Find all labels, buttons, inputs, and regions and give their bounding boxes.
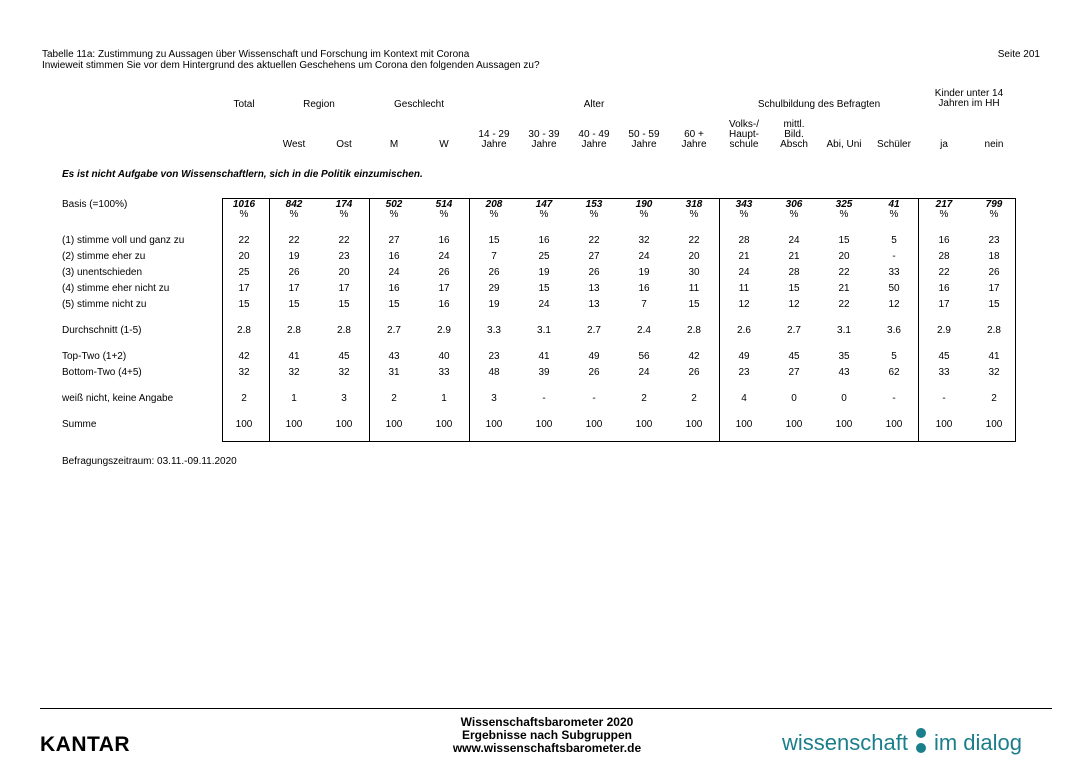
table-cell: 2.8 bbox=[987, 325, 1001, 336]
group-alter: Alter bbox=[583, 99, 605, 110]
table-cell: 12 bbox=[888, 299, 900, 310]
table-cell: 100 bbox=[685, 419, 703, 430]
table-cell: 24 bbox=[638, 367, 650, 378]
table-cell: 24 bbox=[538, 299, 550, 310]
basis-percent: % bbox=[589, 209, 599, 220]
table-cell: 30 bbox=[688, 267, 700, 278]
basis-percent: % bbox=[489, 209, 499, 220]
table-cell: 11 bbox=[738, 283, 750, 294]
basis-percent: % bbox=[939, 209, 949, 220]
table-cell: 100 bbox=[735, 419, 753, 430]
table-cell: 15 bbox=[338, 299, 350, 310]
column-header: 30 - 39 bbox=[528, 129, 560, 140]
table-cell: 3.1 bbox=[537, 325, 551, 336]
table-cell: 24 bbox=[638, 251, 650, 262]
column-header: mittl. bbox=[783, 119, 805, 130]
table-cell: 2 bbox=[691, 393, 697, 404]
table-title-line1: Tabelle 11a: Zustimmung zu Aussagen über Wissenschaft und Forschung im Kontext mit Corona bbox=[42, 49, 470, 60]
table-cell: 15 bbox=[688, 299, 700, 310]
table-cell: 16 bbox=[938, 235, 950, 246]
table-cell: 17 bbox=[288, 283, 300, 294]
basis-percent: % bbox=[339, 209, 349, 220]
column-header: West bbox=[282, 139, 306, 150]
table-cell: 22 bbox=[688, 235, 700, 246]
table-cell: 32 bbox=[338, 367, 350, 378]
table-cell: 12 bbox=[788, 299, 800, 310]
table-cell: 20 bbox=[238, 251, 250, 262]
table-cell: - bbox=[942, 393, 946, 404]
table-cell: 22 bbox=[338, 235, 350, 246]
table-cell: 15 bbox=[788, 283, 800, 294]
table-cell: 2.4 bbox=[637, 325, 651, 336]
table-cell: 100 bbox=[885, 419, 903, 430]
table-cell: 39 bbox=[538, 367, 550, 378]
table-cell: 27 bbox=[788, 367, 800, 378]
column-header: Bild. bbox=[784, 129, 804, 140]
table-cell: 24 bbox=[788, 235, 800, 246]
row-label: Durchschnitt (1-5) bbox=[62, 325, 142, 336]
basis-label: Basis (=100%) bbox=[62, 199, 128, 210]
table-cell: 3 bbox=[491, 393, 497, 404]
basis-percent: % bbox=[739, 209, 749, 220]
table-cell: 24 bbox=[738, 267, 750, 278]
table-cell: 15 bbox=[238, 299, 250, 310]
table-cell: 2.8 bbox=[337, 325, 351, 336]
survey-period: Befragungszeitraum: 03.11.-09.11.2020 bbox=[62, 456, 237, 467]
table-cell: 23 bbox=[738, 367, 750, 378]
table-cell: 16 bbox=[438, 299, 450, 310]
table-cell: 2.7 bbox=[387, 325, 401, 336]
table-cell: 100 bbox=[535, 419, 553, 430]
table-cell: 2 bbox=[641, 393, 647, 404]
column-header: Absch bbox=[780, 139, 808, 150]
footer-divider bbox=[40, 708, 1052, 709]
table-cell: 2.7 bbox=[587, 325, 601, 336]
table-cell: 17 bbox=[238, 283, 250, 294]
table-cell: - bbox=[592, 393, 596, 404]
table-cell: 2.8 bbox=[287, 325, 301, 336]
table-cell: 26 bbox=[988, 267, 1000, 278]
column-header: nein bbox=[984, 139, 1004, 150]
table-cell: 100 bbox=[835, 419, 853, 430]
row-label: (4) stimme eher nicht zu bbox=[62, 283, 170, 294]
table-cell: - bbox=[542, 393, 546, 404]
column-header: Volks-/ bbox=[728, 119, 759, 130]
column-header: Schüler bbox=[877, 139, 911, 150]
basis-value: 208 bbox=[485, 199, 503, 210]
table-cell: 3 bbox=[341, 393, 347, 404]
table-cell: 2.8 bbox=[687, 325, 701, 336]
table-cell: 2.7 bbox=[787, 325, 801, 336]
footer-center bbox=[392, 716, 702, 755]
table-cell: 24 bbox=[388, 267, 400, 278]
table-cell: 5 bbox=[891, 351, 897, 362]
table-cell: 24 bbox=[438, 251, 450, 262]
column-separator bbox=[918, 198, 919, 442]
table-cell: 45 bbox=[338, 351, 350, 362]
row-label: weiß nicht, keine Angabe bbox=[62, 393, 174, 404]
wissenschaft-im-dialog-logo bbox=[782, 730, 1022, 757]
basis-value: 217 bbox=[935, 199, 953, 210]
column-header: Ost bbox=[336, 139, 352, 150]
column-separator bbox=[469, 198, 470, 442]
table-cell: 13 bbox=[588, 299, 600, 310]
column-separator bbox=[269, 198, 270, 442]
table-cell: 2.9 bbox=[937, 325, 951, 336]
table-title-line2: Inwieweit stimmen Sie vor dem Hintergrund des aktuellen Geschehens um Corona den folgenden Aussagen zu? bbox=[42, 60, 540, 71]
table-cell: 43 bbox=[838, 367, 850, 378]
table-cell: 4 bbox=[741, 393, 747, 404]
basis-percent: % bbox=[789, 209, 799, 220]
table-cell: 42 bbox=[688, 351, 700, 362]
row-label: Bottom-Two (4+5) bbox=[62, 367, 142, 378]
table-cell: 22 bbox=[938, 267, 950, 278]
basis-percent: % bbox=[539, 209, 549, 220]
table-cell: 100 bbox=[385, 419, 403, 430]
group-schulbildung: Schulbildung des Befragten bbox=[757, 99, 881, 110]
basis-percent: % bbox=[289, 209, 299, 220]
basis-value: 502 bbox=[385, 199, 403, 210]
table-cell: 20 bbox=[838, 251, 850, 262]
column-header: Jahre bbox=[531, 139, 557, 150]
column-header: Haupt- bbox=[728, 129, 759, 140]
group-total: Total bbox=[233, 99, 255, 110]
question-text: Es ist nicht Aufgabe von Wissenschaftlern, sich in die Politik einzumischen. bbox=[62, 169, 423, 180]
wid-logo-left: wissenschaft bbox=[782, 730, 908, 755]
table-cell: 33 bbox=[888, 267, 900, 278]
column-separator bbox=[719, 198, 720, 442]
basis-value: 41 bbox=[888, 199, 900, 210]
table-cell: 100 bbox=[335, 419, 353, 430]
table-cell: 19 bbox=[488, 299, 500, 310]
table-cell: 100 bbox=[635, 419, 653, 430]
table-cell: 21 bbox=[788, 251, 800, 262]
table-cell: 25 bbox=[538, 251, 550, 262]
column-header: Jahre bbox=[481, 139, 507, 150]
table-cell: 5 bbox=[891, 235, 897, 246]
column-header: 60 + bbox=[684, 129, 704, 140]
table-cell: 2 bbox=[241, 393, 247, 404]
basis-value: 1016 bbox=[232, 199, 256, 210]
basis-percent: % bbox=[239, 209, 249, 220]
table-cell: 32 bbox=[238, 367, 250, 378]
table-cell: 35 bbox=[838, 351, 850, 362]
row-label: Summe bbox=[62, 419, 97, 430]
table-cell: 17 bbox=[988, 283, 1000, 294]
table-cell: 17 bbox=[938, 299, 950, 310]
table-cell: 42 bbox=[238, 351, 250, 362]
table-cell: 26 bbox=[588, 267, 600, 278]
group-kinder bbox=[924, 89, 1014, 109]
column-header: Jahre bbox=[581, 139, 607, 150]
table-cell: 31 bbox=[388, 367, 400, 378]
basis-value: 799 bbox=[985, 199, 1003, 210]
basis-value: 514 bbox=[435, 199, 453, 210]
basis-percent: % bbox=[889, 209, 899, 220]
table-cell: 41 bbox=[538, 351, 550, 362]
row-label: (1) stimme voll und ganz zu bbox=[62, 235, 185, 246]
table-cell: 100 bbox=[485, 419, 503, 430]
table-cell: 15 bbox=[488, 235, 500, 246]
table-cell: 100 bbox=[235, 419, 253, 430]
table-cell: 20 bbox=[338, 267, 350, 278]
table-cell: 22 bbox=[838, 267, 850, 278]
table-cell: 16 bbox=[388, 251, 400, 262]
basis-percent: % bbox=[989, 209, 999, 220]
table-cell: 7 bbox=[641, 299, 647, 310]
table-cell: 49 bbox=[738, 351, 750, 362]
table-cell: 28 bbox=[738, 235, 750, 246]
table-cell: 100 bbox=[585, 419, 603, 430]
table-cell: 16 bbox=[538, 235, 550, 246]
column-header: 40 - 49 bbox=[578, 129, 610, 140]
table-cell: 2.9 bbox=[437, 325, 451, 336]
table-cell: 19 bbox=[638, 267, 650, 278]
basis-value: 147 bbox=[535, 199, 553, 210]
group-kinder-line1: Kinder unter 14 bbox=[934, 88, 1004, 99]
table-cell: 28 bbox=[938, 251, 950, 262]
column-header: Jahre bbox=[631, 139, 657, 150]
table-cell: 0 bbox=[791, 393, 797, 404]
table-cell: 16 bbox=[438, 235, 450, 246]
table-cell: 28 bbox=[788, 267, 800, 278]
table-cell: 11 bbox=[688, 283, 700, 294]
column-separator bbox=[369, 198, 370, 442]
table-cell: 21 bbox=[838, 283, 850, 294]
page-number: Seite 201 bbox=[997, 49, 1040, 60]
column-header: M bbox=[389, 139, 399, 150]
table-cell: 20 bbox=[688, 251, 700, 262]
column-header: 14 - 29 bbox=[478, 129, 510, 140]
basis-value: 153 bbox=[585, 199, 603, 210]
table-cell: 7 bbox=[491, 251, 497, 262]
kantar-logo: KANTAR bbox=[40, 733, 131, 756]
table-cell: 3.1 bbox=[837, 325, 851, 336]
table-cell: 26 bbox=[438, 267, 450, 278]
table-cell: 100 bbox=[285, 419, 303, 430]
table-cell: 16 bbox=[638, 283, 650, 294]
table-cell: 13 bbox=[588, 283, 600, 294]
table-cell: 1 bbox=[441, 393, 447, 404]
table-cell: 19 bbox=[288, 251, 300, 262]
table-cell: 27 bbox=[388, 235, 400, 246]
wid-logo-right: im dialog bbox=[933, 730, 1022, 755]
column-header: 50 - 59 bbox=[628, 129, 660, 140]
group-region: Region bbox=[303, 99, 335, 110]
table-cell: 50 bbox=[888, 283, 900, 294]
footer-line1: Wissenschaftsbarometer 2020 bbox=[460, 715, 634, 729]
table-cell: 33 bbox=[438, 367, 450, 378]
basis-percent: % bbox=[689, 209, 699, 220]
table-cell: 17 bbox=[438, 283, 450, 294]
table-cell: 100 bbox=[985, 419, 1003, 430]
table-cell: 29 bbox=[488, 283, 500, 294]
table-cell: 33 bbox=[938, 367, 950, 378]
basis-value: 318 bbox=[685, 199, 703, 210]
row-label: Top-Two (1+2) bbox=[62, 351, 127, 362]
table-cell: 23 bbox=[488, 351, 500, 362]
table-cell: 25 bbox=[238, 267, 250, 278]
footer-line3: www.wissenschaftsbarometer.de bbox=[452, 741, 642, 755]
basis-value: 842 bbox=[285, 199, 303, 210]
table-cell: 22 bbox=[288, 235, 300, 246]
table-cell: 32 bbox=[288, 367, 300, 378]
table-cell: 19 bbox=[538, 267, 550, 278]
table-cell: 100 bbox=[435, 419, 453, 430]
group-kinder-line2: Jahren im HH bbox=[938, 98, 1000, 109]
basis-percent: % bbox=[839, 209, 849, 220]
table-cell: 26 bbox=[488, 267, 500, 278]
table-cell: 15 bbox=[538, 283, 550, 294]
table-cell: 2.6 bbox=[737, 325, 751, 336]
table-cell: 49 bbox=[588, 351, 600, 362]
table-cell: 32 bbox=[988, 367, 1000, 378]
table-cell: 15 bbox=[388, 299, 400, 310]
wid-colon-icon bbox=[916, 728, 926, 754]
column-header: Jahre bbox=[681, 139, 707, 150]
basis-percent: % bbox=[439, 209, 449, 220]
table-cell: 40 bbox=[438, 351, 450, 362]
table-cell: - bbox=[892, 251, 896, 262]
basis-value: 174 bbox=[335, 199, 353, 210]
table-cell: 23 bbox=[988, 235, 1000, 246]
table-cell: 23 bbox=[338, 251, 350, 262]
table-cell: 22 bbox=[588, 235, 600, 246]
basis-value: 325 bbox=[835, 199, 853, 210]
column-header: Abi, Uni bbox=[826, 139, 862, 150]
row-label: (3) unentschieden bbox=[62, 267, 143, 278]
basis-value: 343 bbox=[735, 199, 753, 210]
table-cell: 45 bbox=[938, 351, 950, 362]
table-cell: 2.8 bbox=[237, 325, 251, 336]
table-cell: 100 bbox=[785, 419, 803, 430]
table-cell: - bbox=[892, 393, 896, 404]
table-cell: 16 bbox=[938, 283, 950, 294]
table-cell: 16 bbox=[388, 283, 400, 294]
table-cell: 2 bbox=[391, 393, 397, 404]
table-cell: 41 bbox=[288, 351, 300, 362]
basis-value: 306 bbox=[785, 199, 803, 210]
table-cell: 27 bbox=[588, 251, 600, 262]
table-cell: 48 bbox=[488, 367, 500, 378]
table-cell: 17 bbox=[338, 283, 350, 294]
basis-value: 190 bbox=[635, 199, 653, 210]
footer-line2: Ergebnisse nach Subgruppen bbox=[461, 728, 633, 742]
table-cell: 15 bbox=[988, 299, 1000, 310]
row-label: (5) stimme nicht zu bbox=[62, 299, 147, 310]
table-cell: 15 bbox=[288, 299, 300, 310]
table-cell: 12 bbox=[738, 299, 750, 310]
table-cell: 26 bbox=[288, 267, 300, 278]
table-cell: 26 bbox=[688, 367, 700, 378]
table-cell: 100 bbox=[935, 419, 953, 430]
table-cell: 2 bbox=[991, 393, 997, 404]
column-header: ja bbox=[940, 139, 948, 150]
table-cell: 22 bbox=[838, 299, 850, 310]
column-header: schule bbox=[729, 139, 759, 150]
table-cell: 41 bbox=[988, 351, 1000, 362]
table-cell: 26 bbox=[588, 367, 600, 378]
table-cell: 15 bbox=[838, 235, 850, 246]
table-cell: 32 bbox=[638, 235, 650, 246]
table-cell: 45 bbox=[788, 351, 800, 362]
table-cell: 22 bbox=[238, 235, 250, 246]
table-title bbox=[42, 49, 540, 71]
table-cell: 3.6 bbox=[887, 325, 901, 336]
basis-percent: % bbox=[639, 209, 649, 220]
table-cell: 3.3 bbox=[487, 325, 501, 336]
table-cell: 1 bbox=[291, 393, 297, 404]
column-header: W bbox=[439, 139, 449, 150]
table-cell: 21 bbox=[738, 251, 750, 262]
basis-percent: % bbox=[389, 209, 399, 220]
table-cell: 56 bbox=[638, 351, 650, 362]
table-cell: 62 bbox=[888, 367, 900, 378]
row-label: (2) stimme eher zu bbox=[62, 251, 146, 262]
group-geschlecht: Geschlecht bbox=[393, 99, 445, 110]
table-cell: 0 bbox=[841, 393, 847, 404]
table-cell: 18 bbox=[988, 251, 1000, 262]
table-cell: 43 bbox=[388, 351, 400, 362]
